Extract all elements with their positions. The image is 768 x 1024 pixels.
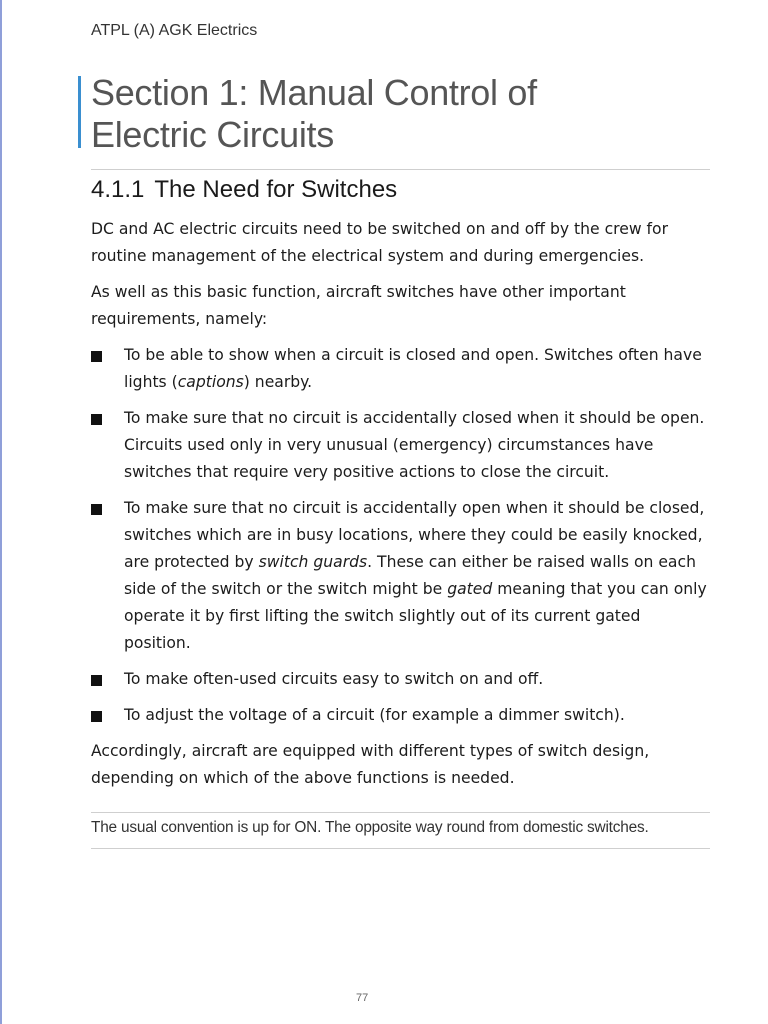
intro-paragraph: DC and AC electric circuits need to be switched on and off by the crew for routine management of the electrical system and during emergencies. — [91, 220, 668, 265]
bullet-square-icon — [91, 351, 102, 362]
running-header: ATPL (A) AGK Electrics — [91, 22, 258, 39]
bullet-square-icon — [91, 414, 102, 425]
list-item: To make sure that no circuit is accidentally open when it should be closed, switches which are in busy locations, where they could be easily knocked, are protected by switch guards. These can either be raised walls on each side of the switch or the switch might be gated meaning that you can only operate it by first lifting the switch slightly out of its current gated position. — [91, 495, 711, 657]
list-item: To make often-used circuits easy to switch on and off. — [91, 666, 711, 693]
page-number: 77 — [356, 992, 369, 1004]
bullet-square-icon — [91, 504, 102, 515]
note-bottom-rule — [91, 848, 710, 849]
note-text: The usual convention is up for ON. The opposite way round from domestic switches. — [91, 819, 649, 836]
subsection-heading — [91, 176, 397, 204]
section-title — [91, 72, 691, 156]
subsection-number: 4.1.1 — [91, 176, 145, 203]
section-heading — [91, 72, 691, 156]
subsection-title: The Need for Switches — [154, 176, 398, 203]
list-item: To be able to show when a circuit is closed and open. Switches often have lights (captions) nearby. — [91, 342, 711, 396]
section-divider — [91, 169, 710, 170]
requirements-list — [91, 342, 711, 729]
section-accent-bar — [78, 76, 81, 148]
conclusion-paragraph: Accordingly, aircraft are equipped with different types of switch design, depending on which of the above functions is needed. — [91, 742, 650, 787]
section-title-line2: Electric Circuits — [91, 114, 334, 155]
requirements-paragraph: As well as this basic function, aircraft switches have other important requirements, namely: — [91, 283, 626, 328]
list-item: To adjust the voltage of a circuit (for example a dimmer switch). — [91, 702, 711, 729]
body-text — [91, 216, 711, 801]
list-item: To make sure that no circuit is accidentally closed when it should be open. Circuits used only in very unusual (emergency) circumstances have switches that require very positive actions to close the circuit. — [91, 405, 711, 486]
note-top-rule — [91, 812, 710, 813]
bullet-square-icon — [91, 711, 102, 722]
page-edge — [0, 0, 2, 1024]
bullet-square-icon — [91, 675, 102, 686]
section-title-line1: Section 1: Manual Control of — [91, 72, 537, 113]
